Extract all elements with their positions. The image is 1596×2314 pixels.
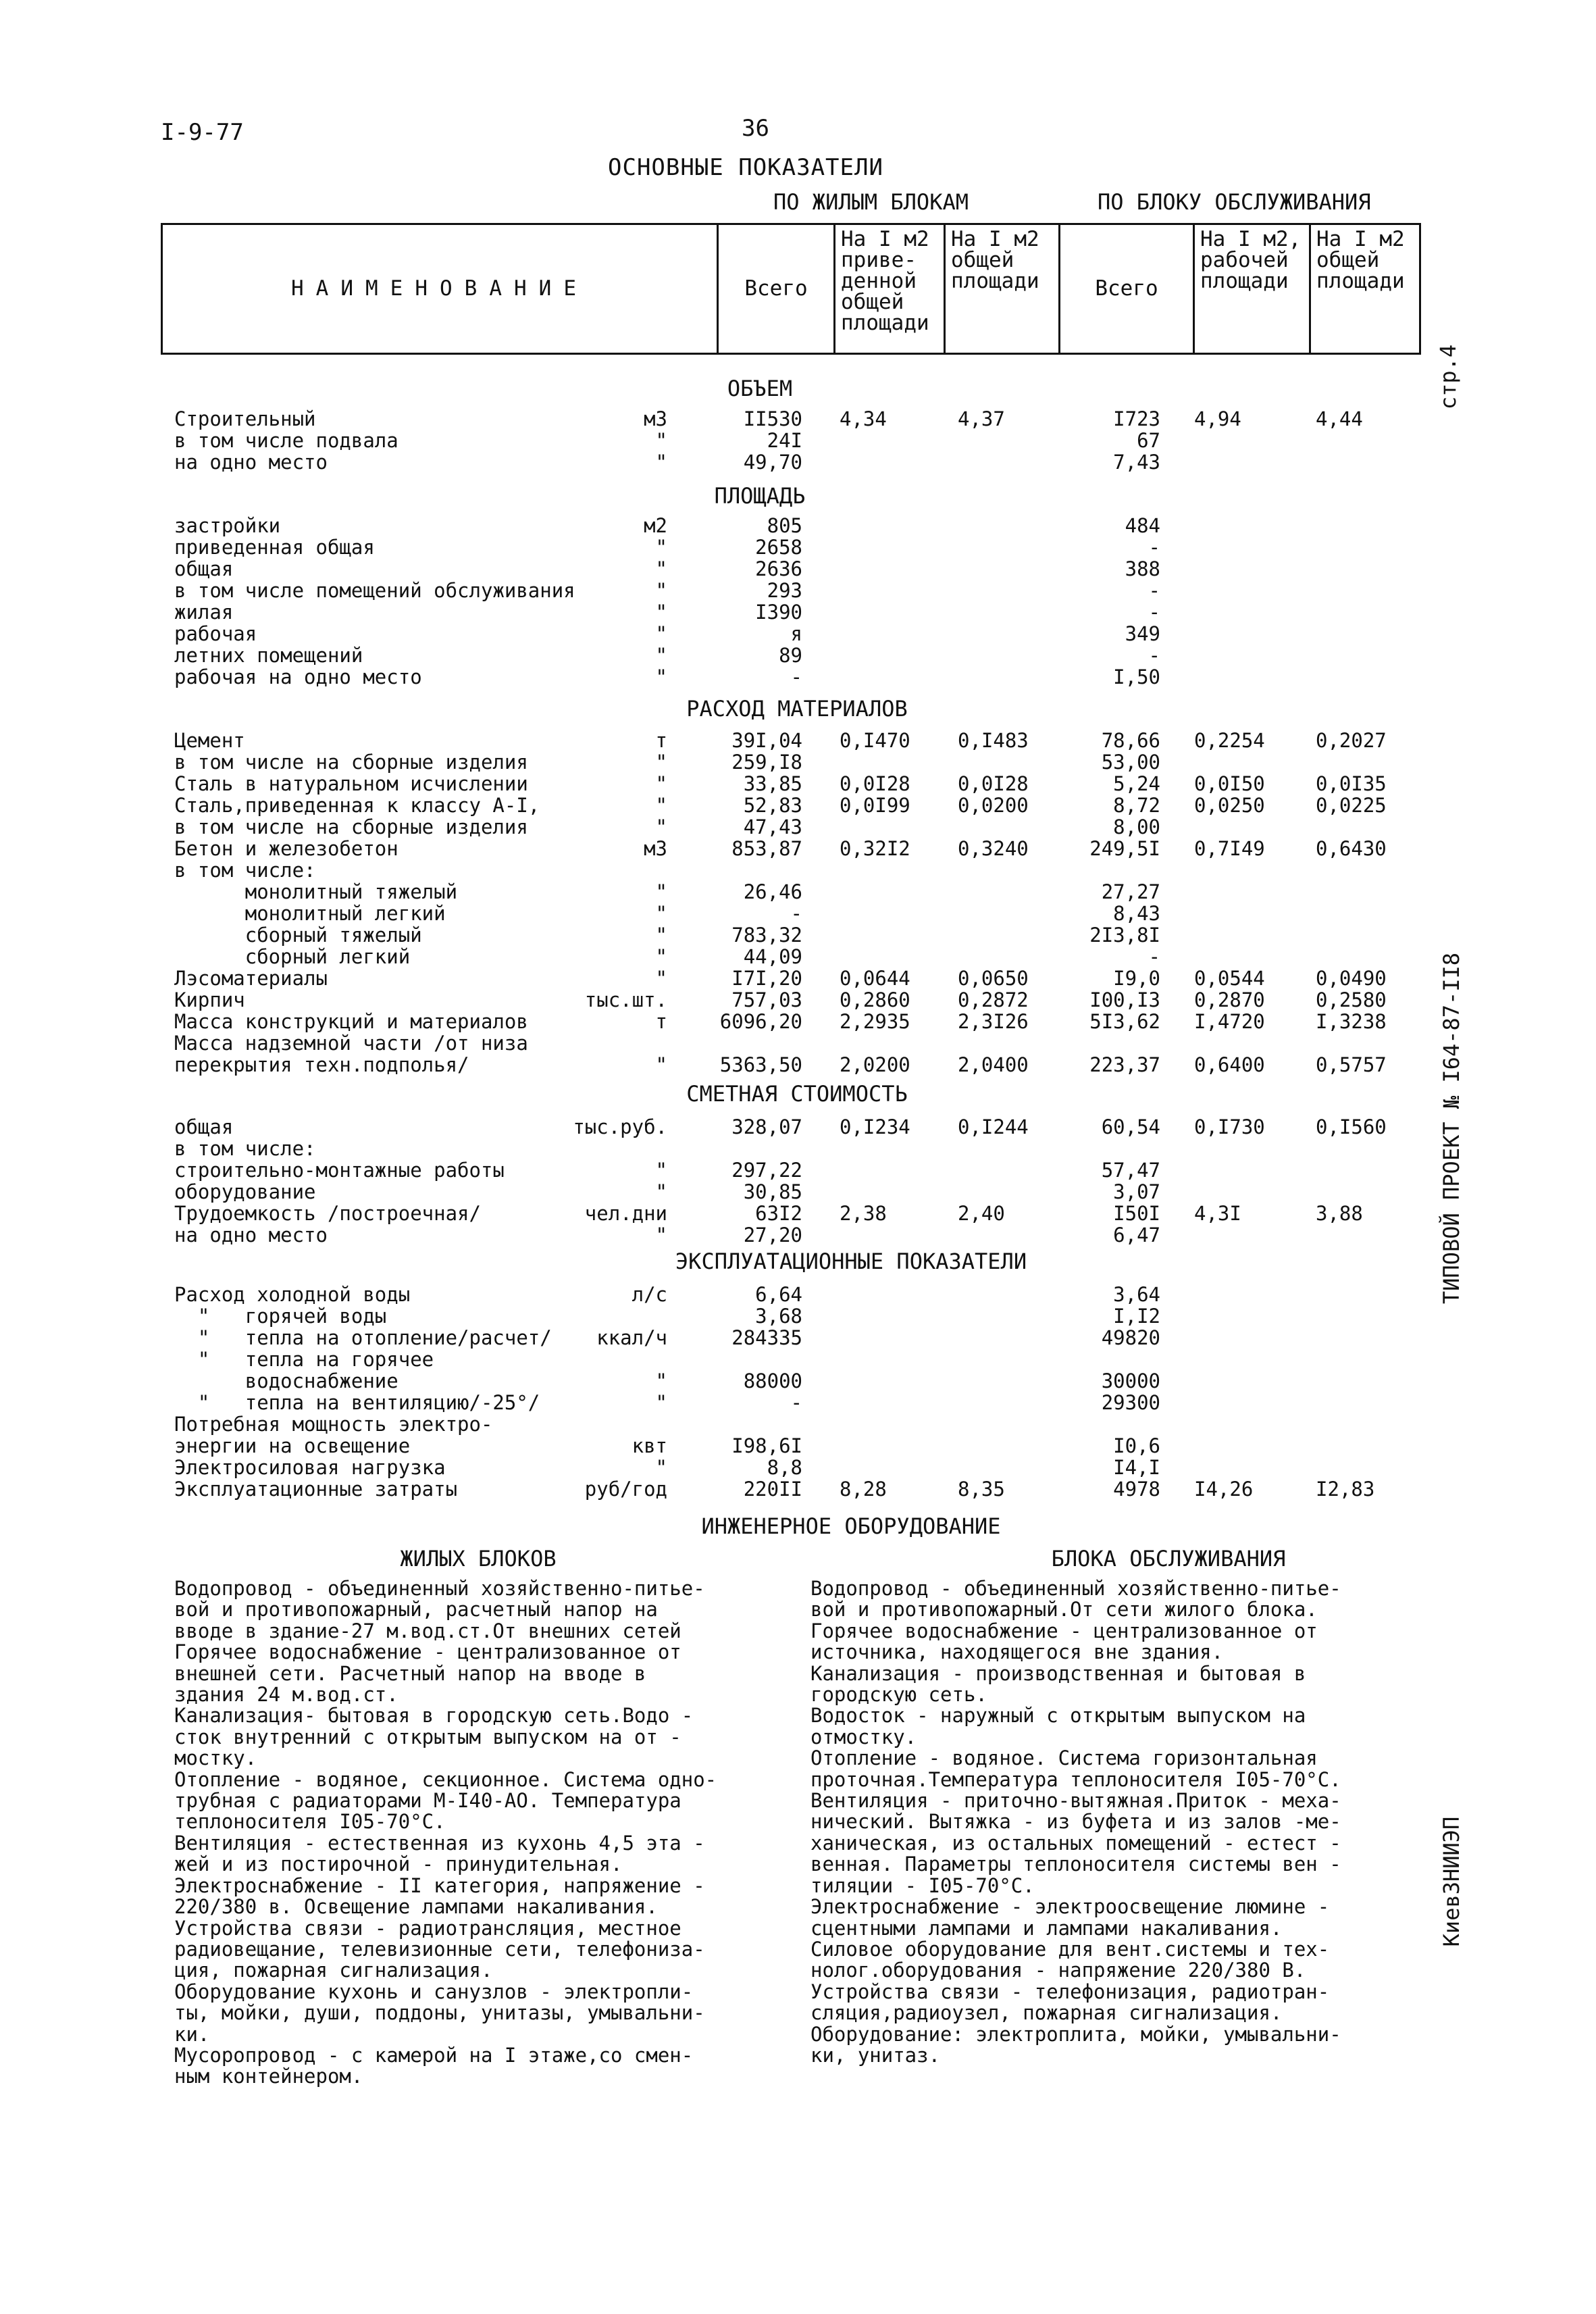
- table-row: монолитный тяжелый " 26,46 27,27: [174, 880, 1160, 903]
- table-row: Бетон и железобетон м3 853,87 0,32I2 0,3240 249,5I 0,7I49 0,6430: [174, 837, 1387, 860]
- table-row: в том числе на сборные изделия " 259,I8 53,00: [174, 751, 1160, 774]
- table-row: Масса конструкций и материалов т 6096,20 2,2935 2,3I26 5I3,62 I,4720 I,3238: [174, 1010, 1387, 1033]
- table-row: на одно место " 27,20 6,47: [174, 1224, 1160, 1247]
- header-name: НАИМЕНОВАНИЕ: [162, 224, 718, 354]
- header-per-m2-total: На I м2 общей площади: [945, 224, 1060, 354]
- equipment-living-text: Водопровод - объединенный хозяйственно-питье- вой и противопожарный, расчетный напор на вводе в здание-27 м.вод.ст.От внешних сетей Горячее водоснабжение - централизованное от внешней сети. Расчетный напор на вводе в здания 24 м.вод.ст. Канализация- бытовая в городскую сеть.Водо - сток внутренний с открытым выпуском на от - мостку. Отопление - водяное, секционное. Система одно- трубная с радиаторами М-I40-АО. Температура теплоносителя I05-70°С. Вентиляция - естественная из кухонь 4,5 эта - жей и из постирочной - принудительная. Электроснабжение - II категория, напряжение - 220/380 в. Освещение лампами накаливания. Устройства связи - радиотрансляция, местное радиовещание, телевизионные сети, телефониза- ция, пожарная сигнализация. Оборудование кухонь и санузлов - электропли- ты, мойки, души, поддоны, унитазы, умывальни- ки. Мусоропровод - с камерой на I этаже,со смен- ным контейнером.: [174, 1577, 717, 2088]
- table-row: рабочая на одно место " - I,50: [174, 665, 1160, 688]
- table-row: Строительный м3 II530 4,34 4,37 I723 4,94 4,44: [174, 407, 1363, 430]
- page-title: ОСНОВНЫЕ ПОКАЗАТЕЛИ: [608, 154, 883, 181]
- table-row: в том числе:: [174, 1137, 316, 1160]
- table-row: в том числе на сборные изделия " 47,43 8,00: [174, 815, 1160, 838]
- table-row: водоснабжение " 88000 30000: [174, 1369, 1160, 1392]
- header-per-m2-reduced: На I м2 приве- денной общей площади: [835, 224, 945, 354]
- group-living-header: ПО ЖИЛЫМ БЛОКАМ: [773, 189, 969, 215]
- table-row: приведенная общая " 2658 -: [174, 536, 1160, 559]
- section-area: ПЛОЩАДЬ: [714, 483, 806, 509]
- group-service-header: ПО БЛОКУ ОБСЛУЖИВАНИЯ: [1098, 189, 1371, 215]
- table-row: сборный тяжелый " 783,32 2I3,8I: [174, 924, 1160, 947]
- table-row: Сталь,приведенная к классу А-I, " 52,83 0,0I99 0,0200 8,72 0,0250 0,0225: [174, 794, 1387, 817]
- page-number: 36: [742, 115, 769, 142]
- table-row: " горячей воды 3,68 I,I2: [174, 1305, 1160, 1328]
- table-row: в том числе помещений обслуживания " 293 -: [174, 579, 1160, 602]
- equipment-service-title: БЛОКА ОБСЛУЖИВАНИЯ: [1051, 1546, 1286, 1571]
- margin-page-label: стр.4: [1435, 344, 1461, 410]
- table-row: общая " 2636 388: [174, 557, 1160, 580]
- table-row: Эксплуатационные затраты руб/год 220II 8,28 8,35 4978 I4,26 I2,83: [174, 1478, 1375, 1501]
- table-row: Лэсоматериалы " I7I,20 0,0644 0,0650 I9,0 0,0544 0,0490: [174, 967, 1387, 990]
- header-per-m2-total-service: На I м2 общей площади: [1310, 224, 1420, 354]
- section-equipment: ИНЖЕНЕРНОЕ ОБОРУДОВАНИЕ: [701, 1513, 1001, 1539]
- section-operation: ЭКСПЛУАТАЦИОННЫЕ ПОКАЗАТЕЛИ: [675, 1249, 1027, 1274]
- table-row: летних помещений " 89 -: [174, 644, 1160, 667]
- header-per-m2-work: На I м2, рабочей площади: [1194, 224, 1310, 354]
- table-row: энергии на освещение квт I98,6I I0,6: [174, 1434, 1160, 1457]
- section-materials: РАСХОД МАТЕРИАЛОВ: [686, 696, 908, 722]
- table-row: " тепла на вентиляцию/-25°/ " - 29300: [174, 1391, 1160, 1414]
- table-row: оборудование " 30,85 3,07: [174, 1180, 1160, 1203]
- doc-code: I-9-77: [161, 119, 244, 146]
- table-row: " тепла на горячее: [174, 1348, 434, 1371]
- table-row: Расход холодной воды л/с 6,64 3,64: [174, 1283, 1160, 1306]
- table-row: на одно место " 49,70 7,43: [174, 451, 1160, 474]
- table-row: Потребная мощность электро-: [174, 1413, 493, 1436]
- margin-project-label: ТИПОВОЙ ПРОЕКТ № I64-87-II8: [1439, 952, 1464, 1305]
- table-row: застройки м2 805 484: [174, 514, 1160, 537]
- equipment-service-text: Водопровод - объединенный хозяйственно-питье- вой и противопожарный.От сети жилого блока. Горячее водоснабжение - централизованное от источника, находящегося вне здания. Канализация - производственная и бытовая в городскую сеть. Водосток - наружный с открытым выпуском на отмостку. Отопление - водяное. Система горизонтальная проточная.Температура теплоносителя I05-70°С. Вентиляция - приточно-вытяжная.Приток - меха- нический. Вытяжка - из буфета и из залов -ме- ханическая, из остальных помещений - естест - венная. Параметры теплоносителя системы вен - тиляции - I05-70°С. Электроснабжение - электроосвещение люмине - сцентными лампами и лампами накаливания. Силовое оборудование для вент.системы и тех- нолог.оборудования - напряжение 220/380 В. Устройства связи - телефонизация, радиотран- сляция,радиоузел, пожарная сигнализация. Оборудование: электроплита, мойки, умывальни- ки, унитаз.: [810, 1577, 1341, 2067]
- table-row: сборный легкий " 44,09 -: [174, 945, 1160, 968]
- table-row: перекрытия техн.подполья/ " 5363,50 2,0200 2,0400 223,37 0,6400 0,5757: [174, 1053, 1387, 1076]
- table-row: в том числе:: [174, 859, 316, 882]
- table-row: Трудоемкость /построечная/ чел.дни 63I2 2,38 2,40 I50I 4,3I 3,88: [174, 1202, 1363, 1225]
- table-row: рабочая " я 349: [174, 622, 1160, 645]
- table-row: Сталь в натуральном исчислении " 33,85 0,0I28 0,0I28 5,24 0,0I50 0,0I35: [174, 772, 1387, 795]
- header-table: [161, 223, 1421, 355]
- section-volume: ОБЪЕМ: [727, 376, 793, 401]
- table-row: Масса надземной части /от низа: [174, 1032, 528, 1055]
- table-row: монолитный легкий " - 8,43: [174, 902, 1160, 925]
- table-row: Цемент т 39I,04 0,I470 0,I483 78,66 0,2254 0,2027: [174, 729, 1387, 752]
- table-row: Кирпич тыс.шт. 757,03 0,2860 0,2872 I00,I3 0,2870 0,2580: [174, 988, 1387, 1011]
- table-row: жилая " I390 -: [174, 601, 1160, 624]
- margin-org-label: КиевЗНИИЭП: [1439, 1816, 1464, 1947]
- header-total: Всего: [718, 224, 835, 354]
- header-total-service: Всего: [1060, 224, 1194, 354]
- equipment-living-title: ЖИЛЫХ БЛОКОВ: [400, 1546, 557, 1571]
- table-row: общая тыс.руб. 328,07 0,I234 0,I244 60,54 0,I730 0,I560: [174, 1115, 1387, 1138]
- section-cost: СМЕТНАЯ СТОИМОСТЬ: [686, 1081, 908, 1107]
- table-row: Электросиловая нагрузка " 8,8 I4,I: [174, 1456, 1160, 1479]
- table-row: строительно-монтажные работы " 297,22 57,47: [174, 1159, 1160, 1182]
- table-row: " тепла на отопление/расчет/ ккал/ч 284335 49820: [174, 1326, 1160, 1349]
- table-row: в том числе подвала " 24I 67: [174, 429, 1160, 452]
